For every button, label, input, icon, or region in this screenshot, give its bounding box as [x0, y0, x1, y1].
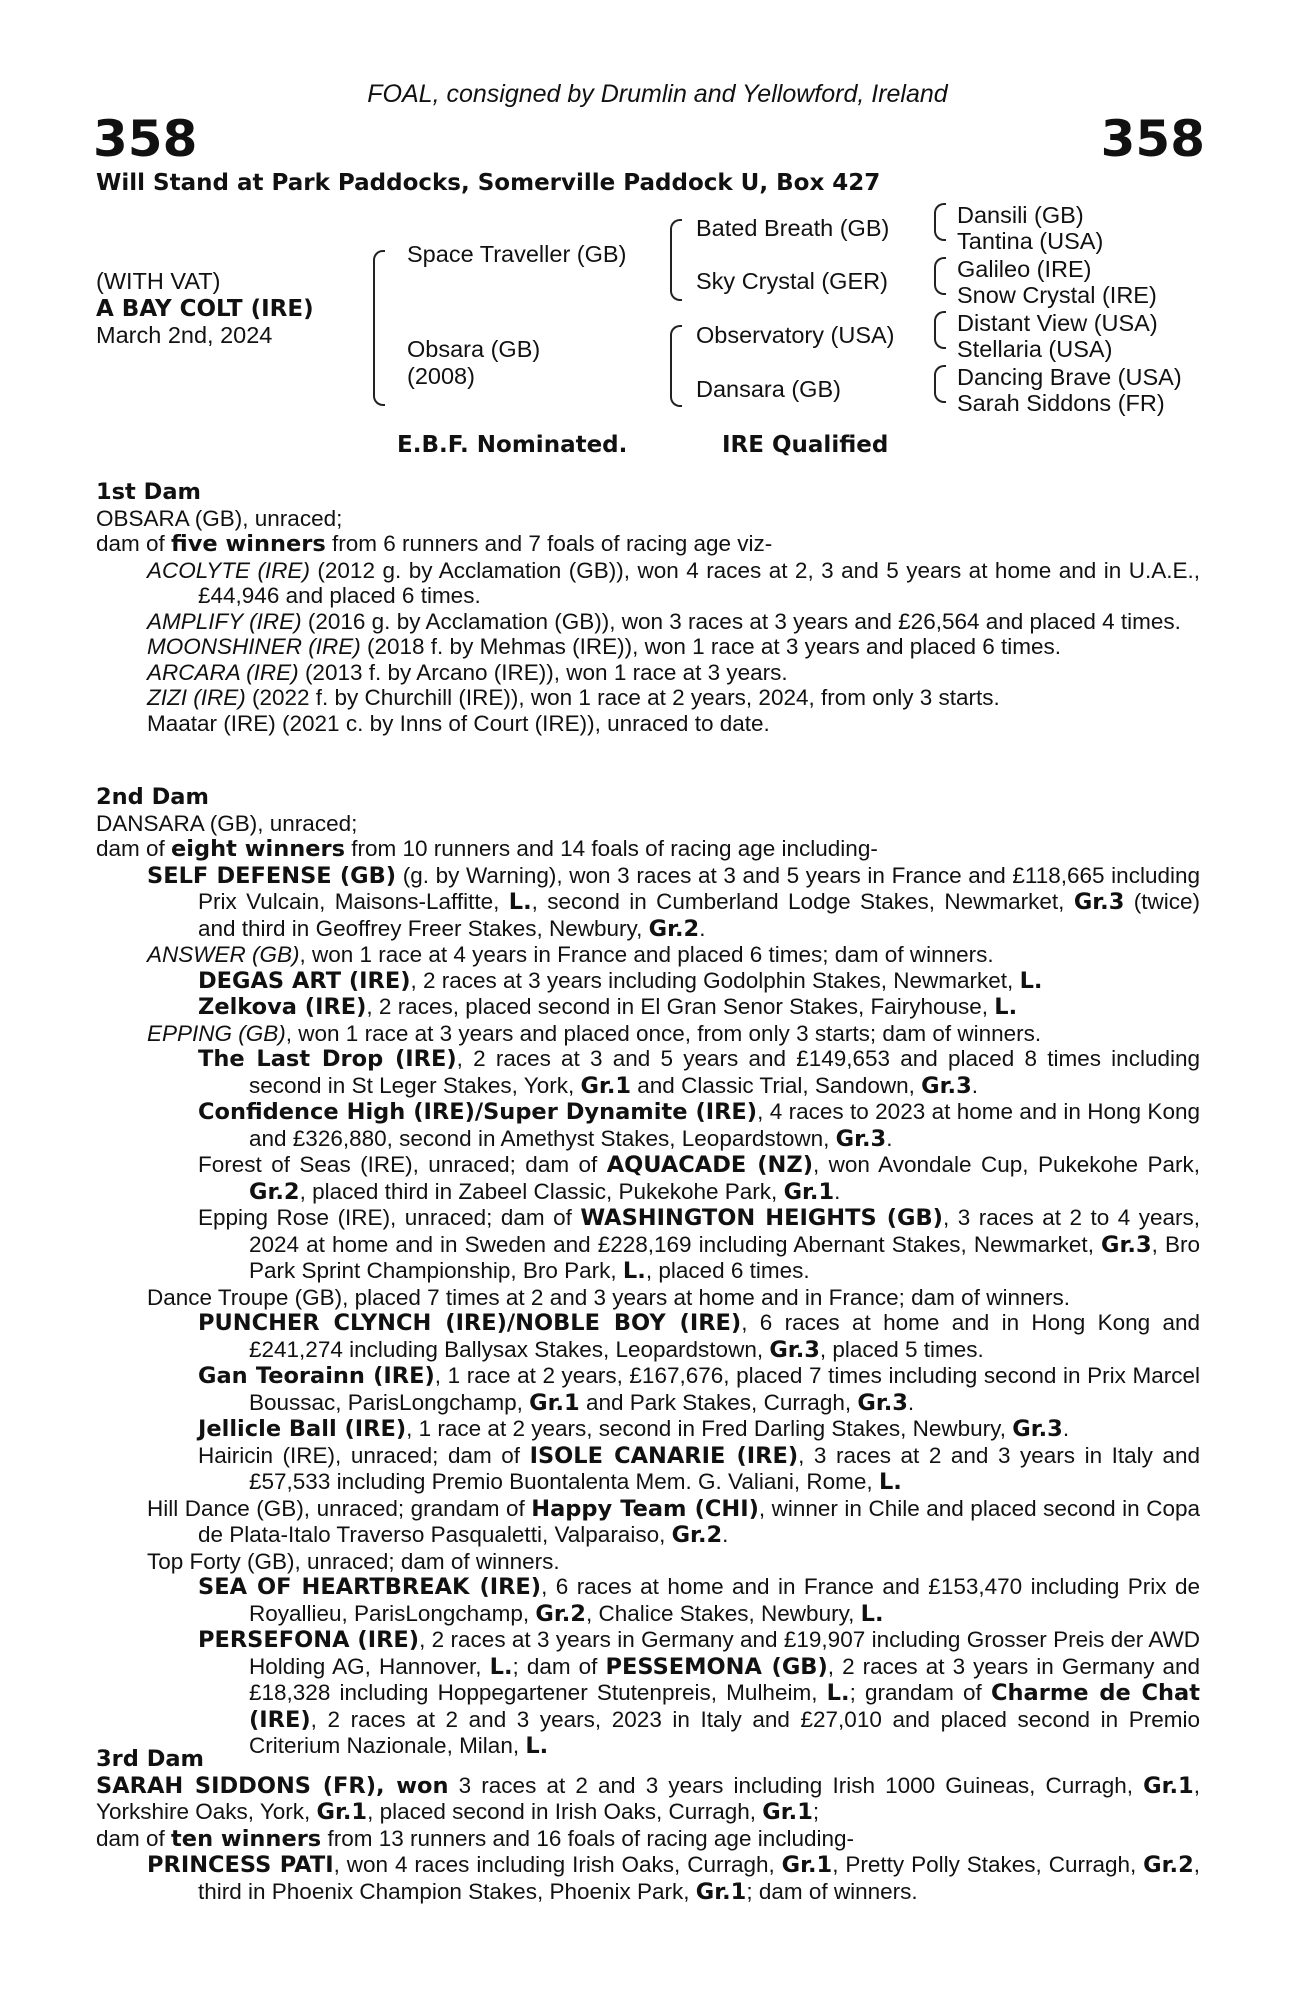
g6: Stellaria (USA) — [957, 336, 1113, 362]
section-title: 1st Dam — [96, 479, 201, 505]
sire: Space Traveller (GB) — [407, 241, 627, 267]
lot-number-left: 358 — [93, 110, 198, 168]
brace-main — [373, 250, 385, 406]
vat-note: (WITH VAT) — [96, 268, 221, 294]
grandproduce-entry: Zelkova (IRE), 2 races, placed second in El Gran Senor Stakes, Fairyhouse, L. — [198, 994, 1018, 1020]
produce-entry: ANSWER (GB), won 1 race at 4 years in France and placed 6 times; dam of winners. — [147, 942, 994, 967]
stable-location: Will Stand at Park Paddocks, Somerville Paddock U, Box 427 — [96, 170, 881, 196]
produce-entry: Maatar (IRE) (2021 c. by Inns of Court (IRE)), unraced to date. — [147, 710, 770, 736]
produce-entry: PRINCESS PATI, won 4 races including Irish Oaks, Curragh, Gr.1, Pretty Polly Stakes, Curragh, Gr.2, third in Phoenix Champion Stakes, Phoenix Park, Gr.1; dam of winners. — [147, 1852, 1200, 1905]
brace-dam — [670, 325, 682, 407]
brace-sire — [670, 219, 682, 301]
produce-entry: Dance Troupe (GB), placed 7 times at 2 and 3 years at home and in France; dam of winners. — [147, 1284, 1070, 1310]
lot-number-right: 358 — [1100, 110, 1205, 168]
foaling-date: March 2nd, 2024 — [96, 322, 273, 348]
grandproduce-entry: Epping Rose (IRE), unraced; dam of WASHINGTON HEIGHTS (GB), 3 races at 2 to 4 years, 2024 at home and in Sweden and £228,169 including Abernant Stakes, Newmarket, Gr.3, Bro Park Sprint Championship, Bro Park, L., placed 6 times. — [198, 1205, 1200, 1284]
dam-summary: dam of five winners from 6 runners and 7 foals of racing age viz- — [96, 531, 773, 557]
brace-g34 — [934, 257, 946, 295]
sire-sire: Bated Breath (GB) — [696, 215, 890, 241]
grandproduce-entry: Hairicin (IRE), unraced; dam of ISOLE CANARIE (IRE), 3 races at 2 and 3 years in Italy and £57,533 including Premio Buontalenta Mem. G. Valiani, Rome, L. — [198, 1442, 1200, 1495]
dam-summary: dam of ten winners from 13 runners and 16 foals of racing age including- — [96, 1825, 855, 1852]
grandproduce-entry: Gan Teorainn (IRE), 1 race at 2 years, £167,676, placed 7 times including second in Prix Marcel Boussac, ParisLongchamp, Gr.1 and Park Stakes, Curragh, Gr.3. — [198, 1363, 1200, 1416]
grandproduce-entry: PUNCHER CLYNCH (IRE)/NOBLE BOY (IRE), 6 races at home and in Hong Kong and £241,274 including Ballysax Stakes, Leopardstown, Gr.3, placed 5 times. — [198, 1310, 1200, 1363]
grandproduce-entry: Confidence High (IRE)/Super Dynamite (IRE), 4 races to 2023 at home and in Hong Kong and £326,880, second in Amethyst Stakes, Leopardstown, Gr.3. — [198, 1099, 1200, 1152]
g4: Snow Crystal (IRE) — [957, 282, 1157, 308]
produce-entry: EPPING (GB), won 1 race at 3 years and placed once, from only 3 starts; dam of winners. — [147, 1020, 1042, 1046]
dam-year: (2008) — [407, 363, 475, 389]
consignor-line: FOAL, consigned by Drumlin and Yellowford, Ireland — [367, 80, 948, 108]
first-dam-section — [96, 480, 1200, 736]
horse-name: A BAY COLT (IRE) — [96, 296, 314, 322]
produce-entry: Hill Dance (GB), unraced; grandam of Happy Team (CHI), winner in Chile and placed second in Copa de Plata-Italo Traverso Pasqualetti, Valparaiso, Gr.2. — [147, 1495, 1201, 1548]
g8: Sarah Siddons (FR) — [957, 390, 1165, 416]
dam-dam: Dansara (GB) — [696, 376, 841, 402]
grandproduce-entry: The Last Drop (IRE), 2 races at 3 and 5 years and £149,653 and placed 8 times including second in St Leger Stakes, York, Gr.1 and Classic Trial, Sandown, Gr.3. — [198, 1046, 1200, 1099]
dam-summary: dam of eight winners from 10 runners and 14 foals of racing age including- — [96, 836, 878, 862]
ire-badge: IRE Qualified — [722, 432, 889, 458]
grandproduce-entry: Jellicle Ball (IRE), 1 race at 2 years, second in Fred Darling Stakes, Newbury, Gr.3. — [198, 1416, 1070, 1442]
g3: Galileo (IRE) — [957, 256, 1092, 282]
dam-line: OBSARA (GB), unraced; — [96, 505, 343, 531]
g5: Distant View (USA) — [957, 310, 1158, 336]
dam-sire: Observatory (USA) — [696, 322, 895, 348]
g2: Tantina (USA) — [957, 228, 1104, 254]
grandproduce-entry: Forest of Seas (IRE), unraced; dam of AQUACADE (NZ), won Avondale Cup, Pukekohe Park, Gr.2, placed third in Zabeel Classic, Pukekohe Park, Gr.1. — [198, 1152, 1200, 1205]
g7: Dancing Brave (USA) — [957, 364, 1182, 390]
third-dam-section — [96, 1747, 1200, 1905]
produce-entry: ACOLYTE (IRE) (2012 g. by Acclamation (GB)), won 4 races at 2, 3 and 5 years at home and in U.A.E., £44,946 and placed 6 times. — [147, 557, 1200, 608]
dam: Obsara (GB) — [407, 336, 541, 362]
grandproduce-entry: DEGAS ART (IRE), 2 races at 3 years including Godolphin Stakes, Newmarket, L. — [198, 967, 1043, 994]
brace-g12 — [934, 203, 946, 241]
produce-entry: SELF DEFENSE (GB) (g. by Warning), won 3 races at 3 and 5 years in France and £118,665 including Prix Vulcain, Maisons-Laffitte, L., second in Cumberland Lodge Stakes, Newmarket, Gr.3 (twice) and third in Geoffrey Freer Stakes, Newbury, Gr.2. — [147, 862, 1200, 942]
produce-entry: Top Forty (GB), unraced; dam of winners. — [147, 1548, 560, 1574]
brace-g56 — [934, 311, 946, 349]
section-title: 2nd Dam — [96, 784, 209, 810]
second-dam-section — [96, 785, 1200, 1760]
g1: Dansili (GB) — [957, 202, 1084, 228]
dam-line: SARAH SIDDONS (FR), won 3 races at 2 and 3 years including Irish 1000 Guineas, Curragh, Gr.1, Yorkshire Oaks, York, Gr.1, placed second in Irish Oaks, Curragh, Gr.1; — [96, 1772, 1200, 1825]
brace-g78 — [934, 365, 946, 403]
grandproduce-entry: SEA OF HEARTBREAK (IRE), 6 races at home and in France and £153,470 including Prix de Royallieu, ParisLongchamp, Gr.2, Chalice Stakes, Newbury, L. — [198, 1574, 1200, 1627]
sire-dam: Sky Crystal (GER) — [696, 268, 888, 294]
grandproduce-entry: PERSEFONA (IRE), 2 races at 3 years in Germany and £19,907 including Grosser Preis der AWD Holding AG, Hannover, L.; dam of PESSEMONA (GB), 2 races at 3 years in Germany and £18,328 including Hoppegartener Stutenpreis, Mulheim, L.; grandam of Charme de Chat (IRE), 2 races at 2 and 3 years, 2023 in Italy and £27,010 and placed second in Premio Criterium Nazionale, Milan, L. — [198, 1627, 1200, 1759]
dam-line: DANSARA (GB), unraced; — [96, 810, 358, 836]
section-title: 3rd Dam — [96, 1746, 204, 1772]
ebf-badge: E.B.F. Nominated. — [397, 432, 628, 458]
produce-entry: ZIZI (IRE) (2022 f. by Churchill (IRE)), won 1 race at 2 years, 2024, from only 3 starts. — [147, 685, 1000, 710]
produce-entry: AMPLIFY (IRE) (2016 g. by Acclamation (GB)), won 3 races at 3 years and £26,564 and placed 4 times. — [147, 608, 1181, 634]
produce-entry: MOONSHINER (IRE) (2018 f. by Mehmas (IRE)), won 1 race at 3 years and placed 6 times. — [147, 634, 1062, 659]
produce-entry: ARCARA (IRE) (2013 f. by Arcano (IRE)), won 1 race at 3 years. — [147, 659, 788, 685]
